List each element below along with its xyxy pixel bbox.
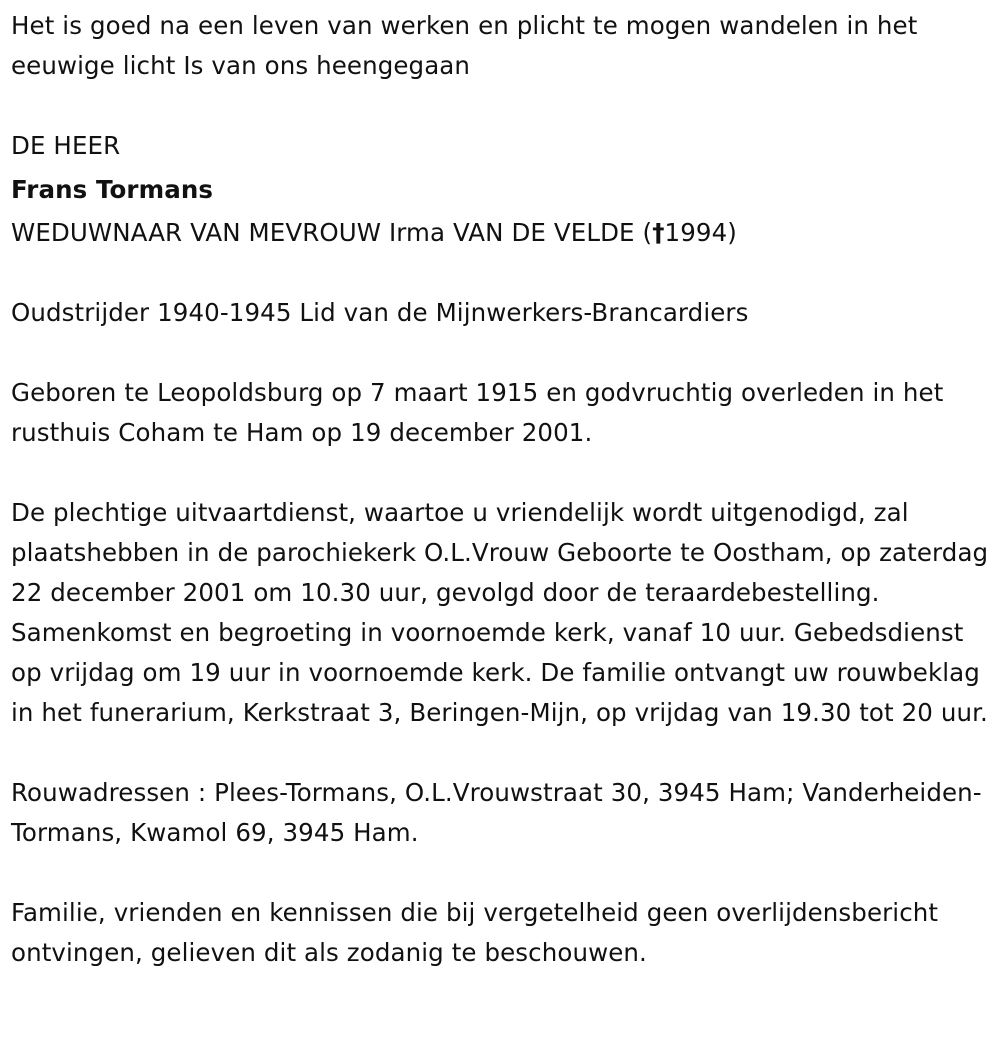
deceased-name: Frans Tormans [11,175,214,204]
addresses-text: Rouwadressen : Plees-Tormans, O.L.Vrouwstraat 30, 3945 Ham; Vanderheiden-Tormans, Kwamol 69, 3945 Ham. [11,778,982,847]
honorific-title: DE HEER [11,131,121,160]
funeral-text: De plechtige uitvaartdienst, waartoe u vriendelijk wordt uitgenodigd, zal plaatshebben in de parochiekerk O.L.Vrouw Geboorte te Oostham, op zaterdag 22 december 2001 om 10.30 uur, gevolgd door de teraardebestelling. Samenkomst en begroeting in voornoemde kerk, vanaf 10 uur. Gebedsdienst op vrijdag om 19 uur in voornoemde kerk. De familie ontvangt uw rouwbeklag in het funerarium, Kerkstraat 3, Beringen-Mijn, op vrijdag van 19.30 tot 20 uur. [11,498,989,727]
widower-line [11,213,991,253]
intro-text: Het is goed na een leven van werken en plicht te mogen wandelen in het eeuwige licht Is van ons heengegaan [11,11,918,80]
widower-suffix: 1994) [664,218,737,247]
birth-death-text: Geboren te Leopoldsburg op 7 maart 1915 en godvruchtig overleden in het rusthuis Coham te Ham op 19 december 2001. [11,378,944,447]
widower-prefix: WEDUWNAAR VAN MEVROUW Irma VAN DE VELDE ( [11,218,653,247]
veteran-text: Oudstrijder 1940-1945 Lid van de Mijnwerkers-Brancardiers [11,298,749,327]
closing-text: Familie, vrienden en kennissen die bij vergetelheid geen overlijdensbericht ontvingen, gelieven dit als zodanig te beschouwen. [11,898,939,967]
cross-icon: † [652,218,665,247]
obituary-document [11,6,991,973]
